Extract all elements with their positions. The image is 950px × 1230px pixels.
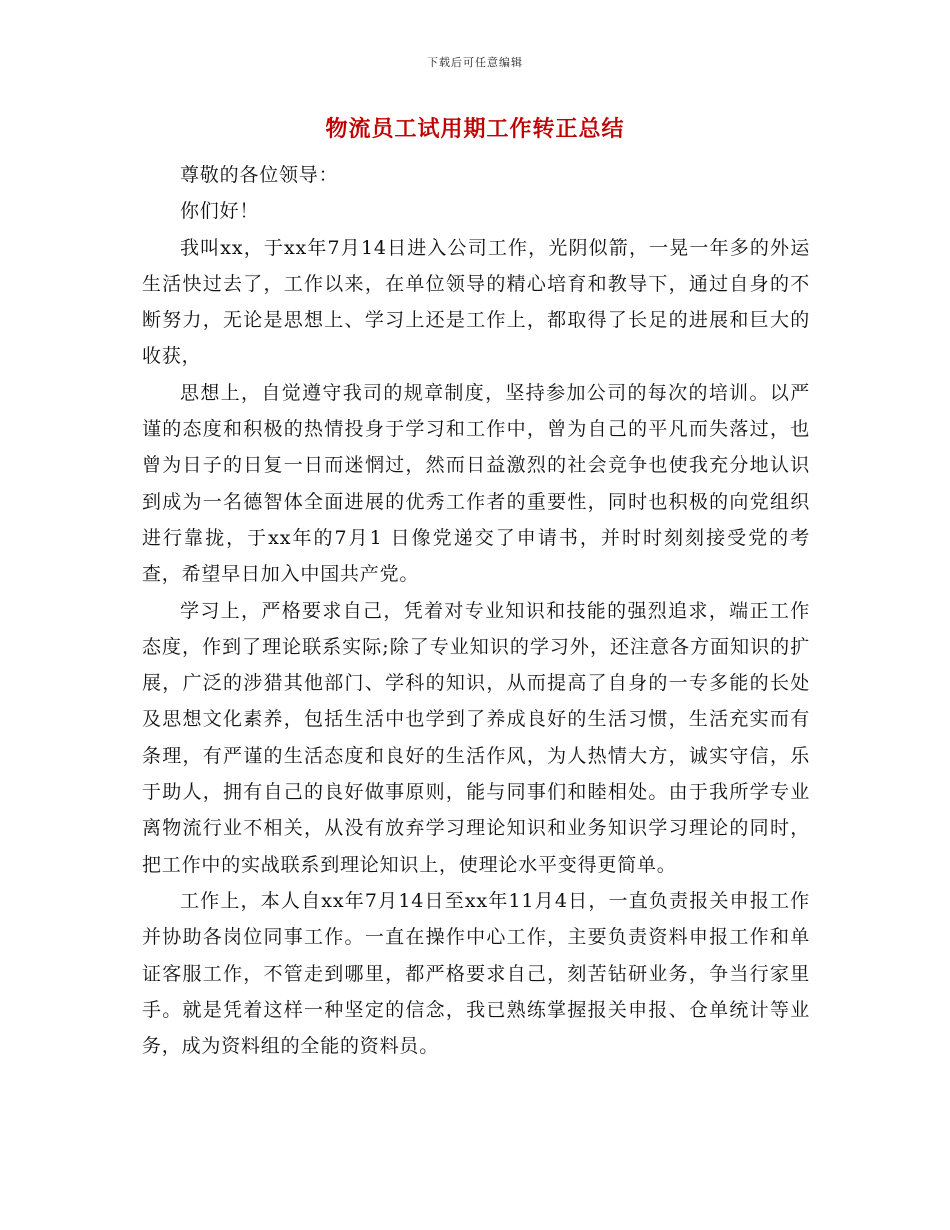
paragraph-work: 工作上，本人自xx年7月14日至xx年11月4日，一直负责报关申报工作并协助各岗位同事工作。一直在操作中心工作，主要负责资料申报工作和单证客服工作，不管走到哪里，都严格要求自己，刻苦钻研业务，争当行家里手。就是凭着这样一种坚定的信念，我已熟练掌握报关申报、仓单统计等业务，成为资料组的全能的资料员。 [142,889,810,1058]
document-body [142,157,810,1064]
salutation: 尊敬的各位领导： [180,164,339,186]
paragraph-study: 学习上，严格要求自己，凭着对专业知识和技能的强烈追求，端正工作态度，作到了理论联系实际;除了专业知识的学习外，还注意各方面知识的扩展，广泛的涉猎其他部门、学科的知识，从而提高了自身的一专多能的长处及思想文化素养，包括生活中也学到了养成良好的生活习惯，生活充实而有条理，有严谨的生活态度和良好的生活作风，为人热情大方，诚实守信，乐于助人，拥有自己的良好做事原则，能与同事们和睦相处。由于我所学专业离物流行业不相关，从没有放弃学习理论知识和业务知识学习理论的同时，把工作中的实战联系到理论知识上，使理论水平变得更简单。 [142,599,810,876]
document-title: 物流员工试用期工作转正总结 [325,116,625,142]
header-note: 下载后可任意编辑 [427,56,523,69]
greeting: 你们好！ [180,200,260,223]
paragraph-intro: 我叫xx，于xx年7月14日进入公司工作，光阴似箭，一晃一年多的外运生活快过去了，工作以来，在单位领导的精心培育和教导下，通过自身的不断努力，无论是思想上、学习上还是工作上，都取得了长足的进展和巨大的收获， [142,236,810,368]
paragraph-thought: 思想上，自觉遵守我司的规章制度，坚持参加公司的每次的培训。以严谨的态度和积极的热情投身于学习和工作中，曾为自己的平凡而失落过，也曾为日子的日复一日而迷惘过，然而日益激烈的社会竞争也使我充分地认识到成为一名德智体全面进展的优秀工作者的重要性，同时也积极的向党组织进行靠拢，于xx年的7月1 日像党递交了申请书，并时时刻刻接受党的考查，希望早日加入中国共产党。 [142,381,810,586]
